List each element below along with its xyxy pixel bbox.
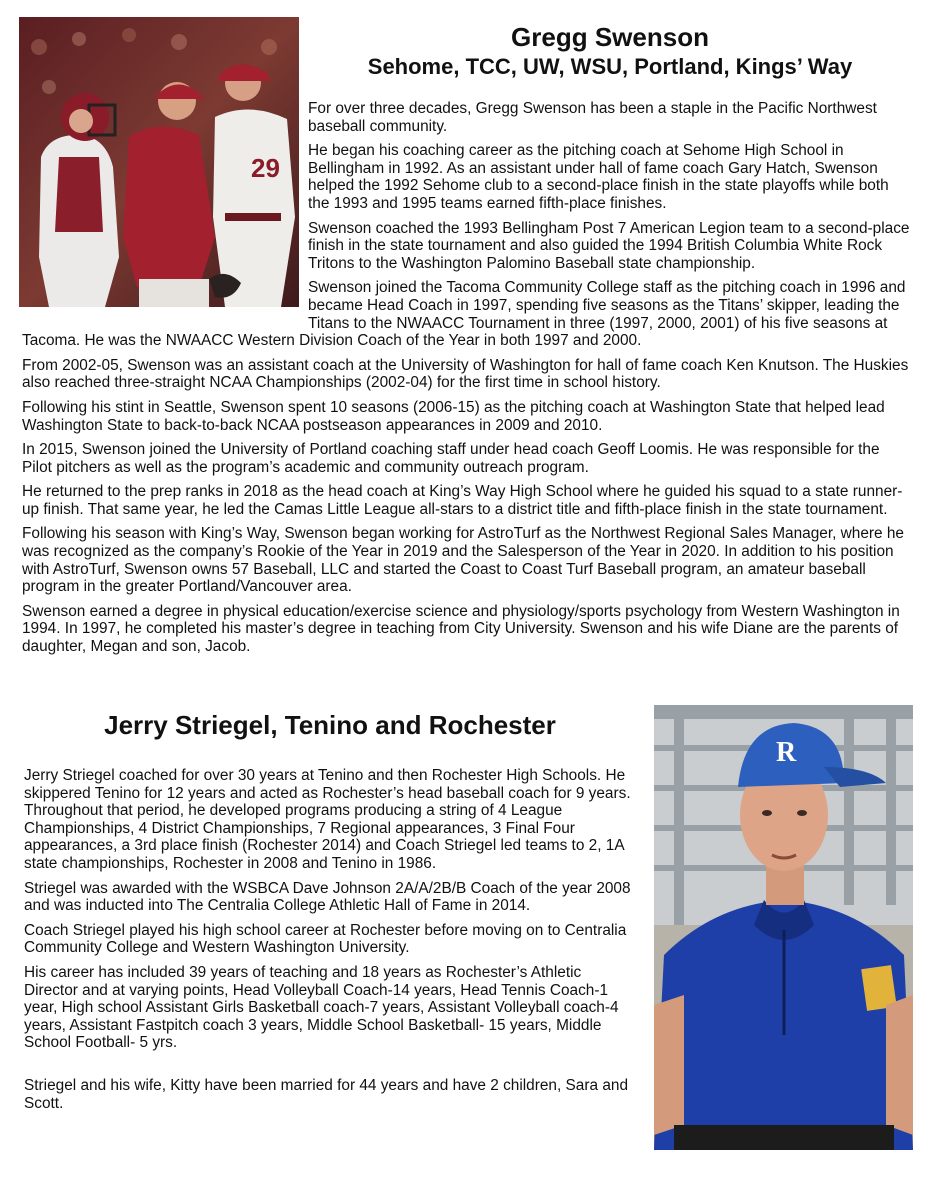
- jersey-number: 29: [251, 153, 280, 183]
- bio-paragraph: Following his stint in Seattle, Swenson spent 10 seasons (2006-15) as the pitching coach at Washington State that helped lead Washington State to back-to-back NCAA postseason appearances in 2009 and 2010.: [22, 398, 885, 434]
- swenson-bio: [22, 100, 912, 663]
- bio-paragraph: He began his coaching career as the pitching coach at Sehome High School in Bellingham in 1992. As an assistant under hall of fame coach Gary Hatch, Swenson helped the 1992 Sehome club to a second-place finish in the state playoffs while both the 1993 and 1995 teams earned fifth-place finishes.: [308, 142, 889, 212]
- bio-paragraph: Striegel and his wife, Kitty have been married for 44 years and have 2 children, Sara and Scott.: [24, 1076, 628, 1112]
- bio-paragraph: Swenson joined the Tacoma Community College staff as the pitching coach in 1996 and became Head Coach in 1997, spending five seasons as the Titans’ skipper, leading the Titans to the NWAACC Tournament in three (1997, 2000, 2001) of his five seasons at Tacoma. He was the NWAACC Western Division Coach of the Year in both 1997 and 2000.: [22, 279, 906, 350]
- striegel-bio: [24, 767, 639, 1119]
- page-title-striegel: Jerry Striegel, Tenino and Rochester: [104, 710, 556, 740]
- bio-paragraph: In 2015, Swenson joined the University of Portland coaching staff under head coach Geoff Loomis. He was responsible for the Pilot pitchers as well as the program’s academic and community outreach program.: [22, 441, 880, 476]
- bio-paragraph: He returned to the prep ranks in 2018 as the head coach at King’s Way High School where he guided his squad to a state runner-up finish. That same year, he led the Camas Little League all-stars to a district title and fifth-place finish in the state tournament.: [22, 483, 903, 518]
- page-title-swenson: Gregg Swenson: [511, 22, 709, 52]
- bio-paragraph: Striegel was awarded with the WSBCA Dave Johnson 2A/A/2B/B Coach of the year 2008: [24, 879, 631, 897]
- bio-paragraph: His career has included 39 years of teaching and 18 years as Rochester’s Athletic Director and at varying points, Head Volleyball Coach-14 years, Head Tennis Coach-1 year, High school Assistant Girls Basketball coach-7 years, Assistant Volleyball coach-4 years, Assistant Fastpitch coach 3 years, Middle School Basketball- 15 years, Middle School Football- 5 yrs.: [24, 963, 619, 1052]
- coach-portrait-photo: [654, 705, 913, 1150]
- bio-paragraph: For over three decades, Gregg Swenson has been a staple in the Pacific Northwest baseball community.: [308, 100, 877, 135]
- bio-paragraph: Following his season with King’s Way, Swenson began working for AstroTurf as the Northwest Regional Sales Manager, where he was recognized as the company’s Rookie of the Year in 2019 and the Salesperson of the Year in 2020. In addition to his position with AstroTurf, Swenson owns 57 Baseball, LLC and started the Coast to Coast Turf Baseball program, an amateur baseball program in the greater Portland/Vancouver area.: [22, 525, 904, 596]
- bio-paragraph: Swenson coached the 1993 Bellingham Post 7 American Legion team to a second-place finish in the state tournament and also guided the 1994 British Columbia White Rock Tritons to the Washington Palomino Baseball state championship.: [308, 219, 910, 272]
- bio-paragraph: Swenson earned a degree in physical education/exercise science and physiology/sports psychology from Western Washington in 1994. In 1997, he completed his master’s degree in teaching from City University. Swenson and his wife Diane are the parents of daughter, Megan and son, Jacob.: [22, 602, 900, 656]
- spacer: [24, 1059, 639, 1077]
- bio-paragraph: and was inducted into The Centralia College Athletic Hall of Fame in 2014.: [24, 897, 531, 915]
- photo-wrap-spacer: [22, 100, 302, 322]
- bio-paragraph: Jerry Striegel coached for over 30 years at Tenino and then Rochester High Schools. He skippered Tenino for 12 years and acted as Rochester’s head baseball coach for 9 years. Throughout that period, he developed programs producing a string of 4 League Championships, 4 District Championships, 7 Regional appearances, 3 Final Four appearances, a 3rd place finish (Rochester 2014) and Coach Striegel led teams to 2, 1A state championships, Rochester in 2008 and Tenino in 1986.: [24, 767, 631, 872]
- bio-paragraph: From 2002-05, Swenson was an assistant coach at the University of Washington for hall of fame coach Ken Knutson. The Huskies also reached three-straight NCAA Championships (2002-04) for the first time in school history.: [22, 356, 909, 392]
- bio-paragraph: Coach Striegel played his high school career at Rochester before moving on to Centralia Community College and Western Washington University.: [24, 921, 627, 957]
- cap-letter: R: [776, 737, 797, 768]
- subtitle-swenson-teams: Sehome, TCC, UW, WSU, Portland, Kings’ Way: [367, 54, 853, 79]
